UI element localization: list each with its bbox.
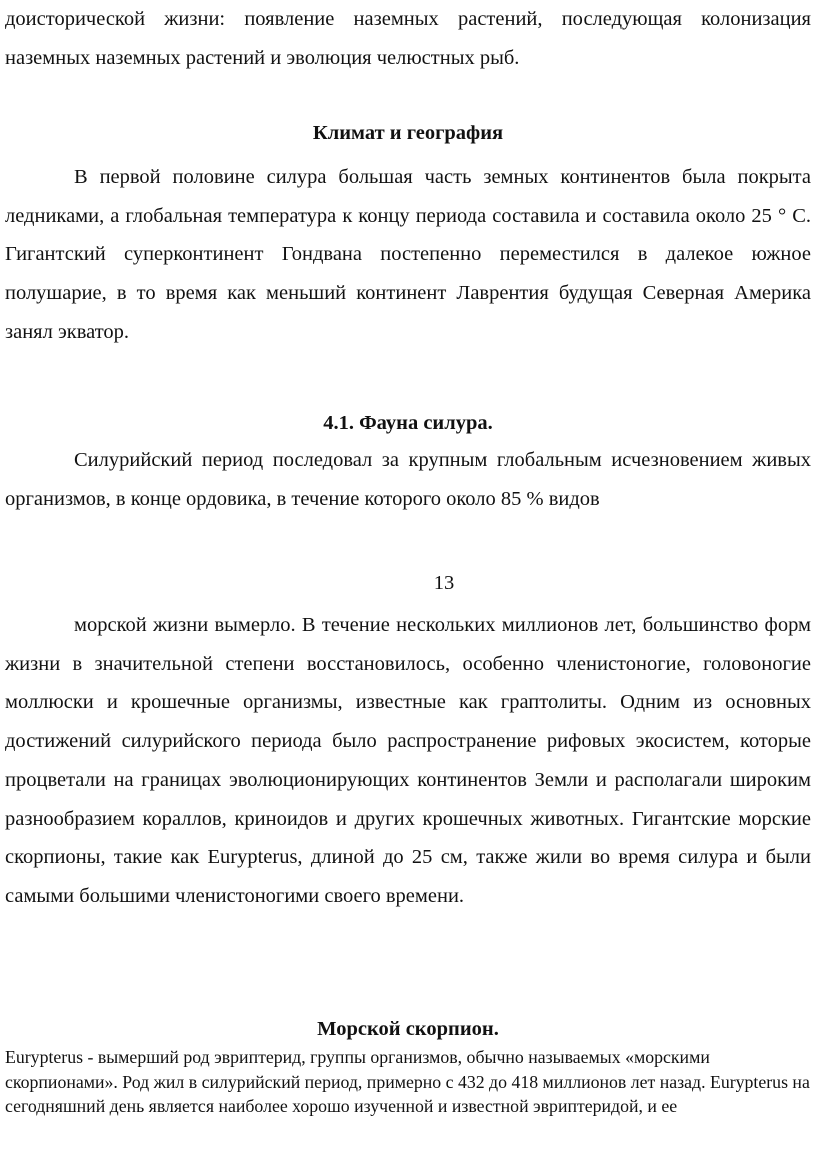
fauna-paragraph: Силурийский период последовал за крупным глобальным исчезновением живых организмов, в конце ордовика, в течение которого около 85 % видов (5, 449, 811, 510)
climate-heading: Климат и география (312, 122, 504, 144)
intro-tail-paragraph: доисторической жизни: появление наземных растений, последующая колонизация наземных наземных растений и эволюция челюстных рыб. (5, 8, 811, 69)
page-number: 13 (433, 572, 455, 594)
scorpion-heading: Морской скорпион. (317, 1018, 499, 1040)
fauna-heading: 4.1. Фауна силура. (323, 412, 493, 434)
fauna-continued-paragraph: морской жизни вымерло. В течение нескольких миллионов лет, большинство форм жизни в значительной степени восстановилось, особенно членистоногие, головоногие моллюски и крошечные организмы, известные как граптолиты. Одним из основных достижений силурийского периода было распространение рифовых экосистем, которые процветали на границах эволюционирующих континентов Земли и располагали широким разнообразием кораллов, криноидов и других крошечных животных. Гигантские морские скорпионы, такие как Eurypterus, длиной до 25 см, также жили во время силура и были самыми большими членистоногими своего времени. (5, 614, 811, 907)
scorpion-paragraph: Eurypterus - вымерший род эвриптерид, группы организмов, обычно называемых «морскими скорпионами». Род жил в силурийский период, примерно с 432 до 418 миллионов лет назад. Eurypterus на сегодняшний день является наиболее хорошо изученной и известной эвриптеридой, и ее (5, 1047, 810, 1116)
climate-paragraph: В первой половине силура большая часть земных континентов была покрыта ледниками, а глобальная температура к концу периода составила и составила около 25 ° C. Гигантский суперконтинент Гондвана постепенно переместился в далекое южное полушарие, в то время как меньший континент Лаврентия будущая Северная Америка занял экватор. (5, 166, 811, 343)
